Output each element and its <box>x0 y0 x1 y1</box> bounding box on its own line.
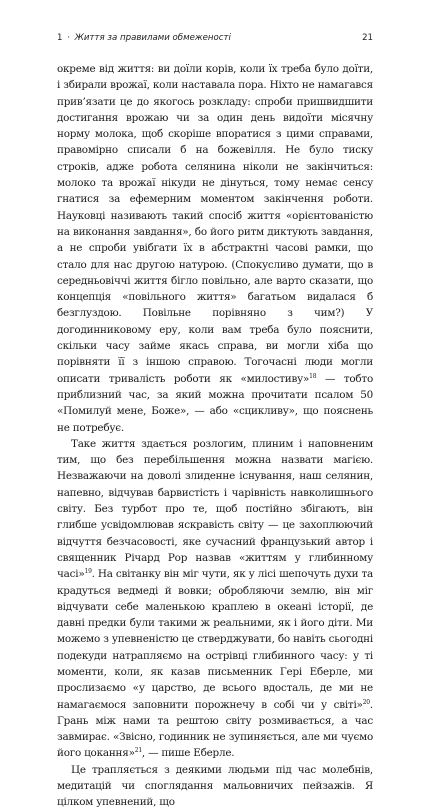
paragraph <box>57 61 373 436</box>
text-run: окреме від життя: ви доїли корів, коли їх треба було доїти, і збирали врожаї, коли наставала пора. Ніхто не намагався прив’язати це до якогось розкладу: спроби пришвидшити достигання врожаю чи за один день видоїти місячну норму молока, щоб скоріше впоратися з цими справами, правомірно списали б на божевілля. Не було тиску строків, адже робота селянина ніколи не закінчиться: молоко та врожаї нікуди не дінуться, тому немає сенсу гнатися за ефемерним моментом закінчення роботи. Науковці називають такий спосіб життя «орієнтованістю на виконання завдання», бо його ритм диктують завдання, а не спроби увібгати їх в абстрактні часові рамки, що стало для нас другою натурою. (Спокусливо думати, що в середньовіччі життя бігло повільно, але варто сказати, що концепція «повільного життя» багатьом видалася б безглуздою. Повільне порівняно з чим?) У догодинниковому еру, коли вам треба було пояснити, скільки часу займе якась справа, ви могли хіба що порівняти її з іншою справою. Тогочасні люди могли описати тривалість роботи як «милостиву» <box>57 63 373 385</box>
text-run: Це трапляється з деякими людьми під час молебнів, медитацій чи споглядання мальовничих пейзажів. Я цілком упевнений, що <box>57 763 373 809</box>
chapter-title: Життя за правилами обмеженості <box>74 33 231 43</box>
running-header <box>57 33 373 47</box>
chapter-label <box>57 33 231 43</box>
body-text <box>57 61 373 811</box>
chapter-number: 1 <box>57 33 63 43</box>
text-run: . Грань між нами та рештою світу розмивається, а час завмирає. «Звісно, годинник не зупиняється, але ми чуємо його цокання» <box>57 698 373 760</box>
paragraph <box>57 436 373 762</box>
footnote-marker: 18 <box>309 372 317 380</box>
text-run: , — пише Еберле. <box>141 747 235 760</box>
header-separator: · <box>67 33 70 43</box>
text-run: — тобто приблизний час, за який можна прочитати псалом 50 «Помилуй мене, Боже», — або «сцикливу», що пояснень не потребує. <box>57 372 373 434</box>
text-run: . На світанку він міг чути, як у лісі шепочуть духи та крадуться ведмеді й вовки; обробляючи землю, він міг відчувати себе маленькою краплею в океані історії, де давні предки були такими ж реальними, як і його діти. Ми можемо з упевненістю це стверджувати, бо навіть сьогодні подекуди натрапляємо на острівці глибинного часу: у ті моменти, коли, як казав письменник Гері Еберле, ми прослизаємо «у царство, де всього вдосталь, де ми не намагаємося заповнити порожнечу в собі чи у світі» <box>57 568 373 711</box>
paragraph <box>57 762 373 811</box>
footnote-marker: 20 <box>362 698 370 706</box>
page-number: 21 <box>362 33 373 43</box>
text-run: Таке життя здається розлогим, плиним і наповненим тим, що без перебільшення можна назвати магією. Незважаючи на доволі злиденне існування, наш селянин, напевно, відчував барвистість і чарівність навколишнього світу. Без турбот про те, щоб постійно збігають, він глибше усвідомлював яскравість світу — це захоплюючий відчуття безчасовості, яке сучасний французький автор і священник Річард Рор назвав «життям у глибинному часі» <box>57 437 373 581</box>
footnote-marker: 19 <box>84 568 92 576</box>
footnote-marker: 21 <box>134 747 142 755</box>
